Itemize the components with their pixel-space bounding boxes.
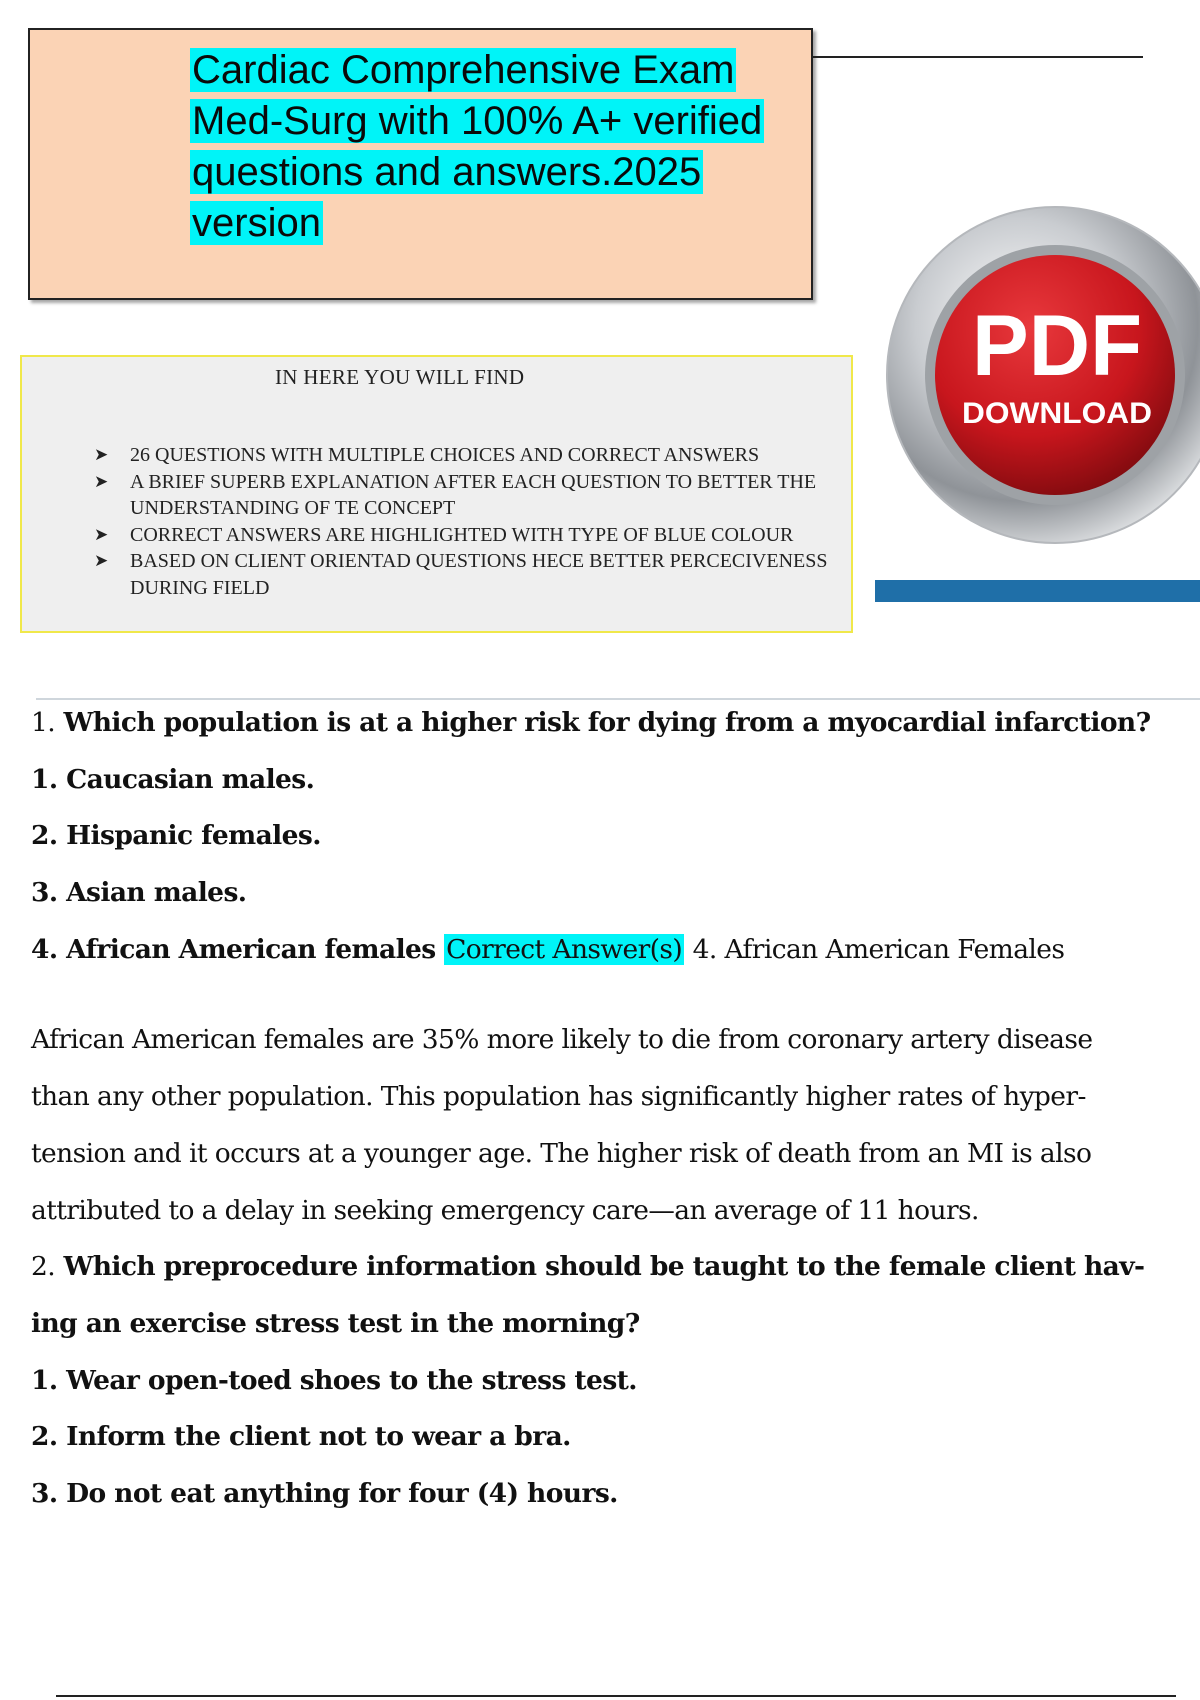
answer-option: 3. Do not eat anything for four (4) hours.	[31, 1477, 618, 1509]
document-title	[190, 45, 800, 249]
explanation-line: attributed to a delay in seeking emergency care—an average of 11 hours.	[31, 1194, 979, 1226]
summary-item: ➤ CORRECT ANSWERS ARE HIGHLIGHTED WITH TYPE OF BLUE COLOUR	[72, 522, 862, 549]
summary-list	[72, 442, 862, 601]
arrow-bullet-icon: ➤	[94, 471, 109, 491]
question-number: 2.	[31, 1251, 56, 1283]
arrow-bullet-icon: ➤	[94, 524, 109, 544]
spacer	[31, 978, 1181, 1012]
answer-option-with-key	[31, 922, 1181, 979]
question-2	[31, 1239, 1181, 1296]
explanation-line: African American females are 35% more likely to die from coronary artery disease	[31, 1024, 1093, 1056]
title-line-1: Cardiac Comprehensive Exam	[192, 48, 735, 92]
question-1	[31, 695, 1181, 752]
answer-option: 2. Hispanic females.	[31, 820, 321, 852]
question-number: 1.	[31, 707, 56, 738]
correct-answer-label: Correct Answer(s)	[446, 933, 683, 965]
answer-option: 4. African American females	[31, 933, 436, 965]
answer-option: 1. Caucasian males.	[31, 763, 315, 795]
answer-option: 2. Inform the client not to wear a bra.	[31, 1421, 571, 1453]
explanation-line: than any other population. This population has significantly higher rates of hyper-	[31, 1081, 1086, 1113]
question-text-continued: ing an exercise stress test in the morning?	[31, 1307, 640, 1339]
question-text: Which preprocedure information should be taught to the female client hav-	[63, 1251, 1145, 1283]
arrow-bullet-icon: ➤	[94, 445, 109, 464]
summary-heading: IN HERE YOU WILL FIND	[275, 365, 525, 389]
footer-rule	[56, 1695, 1176, 1697]
question-text: Which population is at a higher risk for dying from a myocardial infarction?	[63, 707, 1151, 738]
title-line-2: Med-Surg with 100% A+ verified	[192, 99, 763, 143]
header-rule	[813, 56, 1143, 58]
contents-summary-box	[20, 355, 853, 633]
badge-footer-bar	[875, 580, 1200, 602]
answer-option: 3. Asian males.	[31, 877, 247, 909]
question-content	[31, 695, 1181, 1523]
summary-item: ➤ BASED ON CLIENT ORIENTAD QUESTIONS HECE BETTER PERCECIVENESS DURING FIELD	[94, 550, 828, 599]
correct-answer-text: 4. African American Females	[692, 933, 1065, 965]
badge-pdf-text: PDF	[972, 298, 1142, 394]
badge-download-text: DOWNLOAD	[962, 397, 1152, 430]
answer-option: 1. Wear open-toed shoes to the stress test.	[31, 1364, 637, 1396]
arrow-bullet-icon: ➤	[94, 551, 109, 570]
title-line-4: version	[192, 201, 321, 245]
pdf-download-badge-icon[interactable]	[885, 195, 1200, 575]
explanation-line: tension and it occurs at a younger age. The higher risk of death from an MI is also	[31, 1137, 1092, 1169]
summary-item: ➤ A BRIEF SUPERB EXPLANATION AFTER EACH QUESTION TO BETTER THE UNDERSTANDING OF TE CONCEPT	[94, 470, 817, 519]
title-line-3: questions and answers.2025	[192, 150, 702, 194]
summary-item: ➤ 26 QUESTIONS WITH MULTIPLE CHOICES AND CORRECT ANSWERS	[72, 442, 862, 469]
